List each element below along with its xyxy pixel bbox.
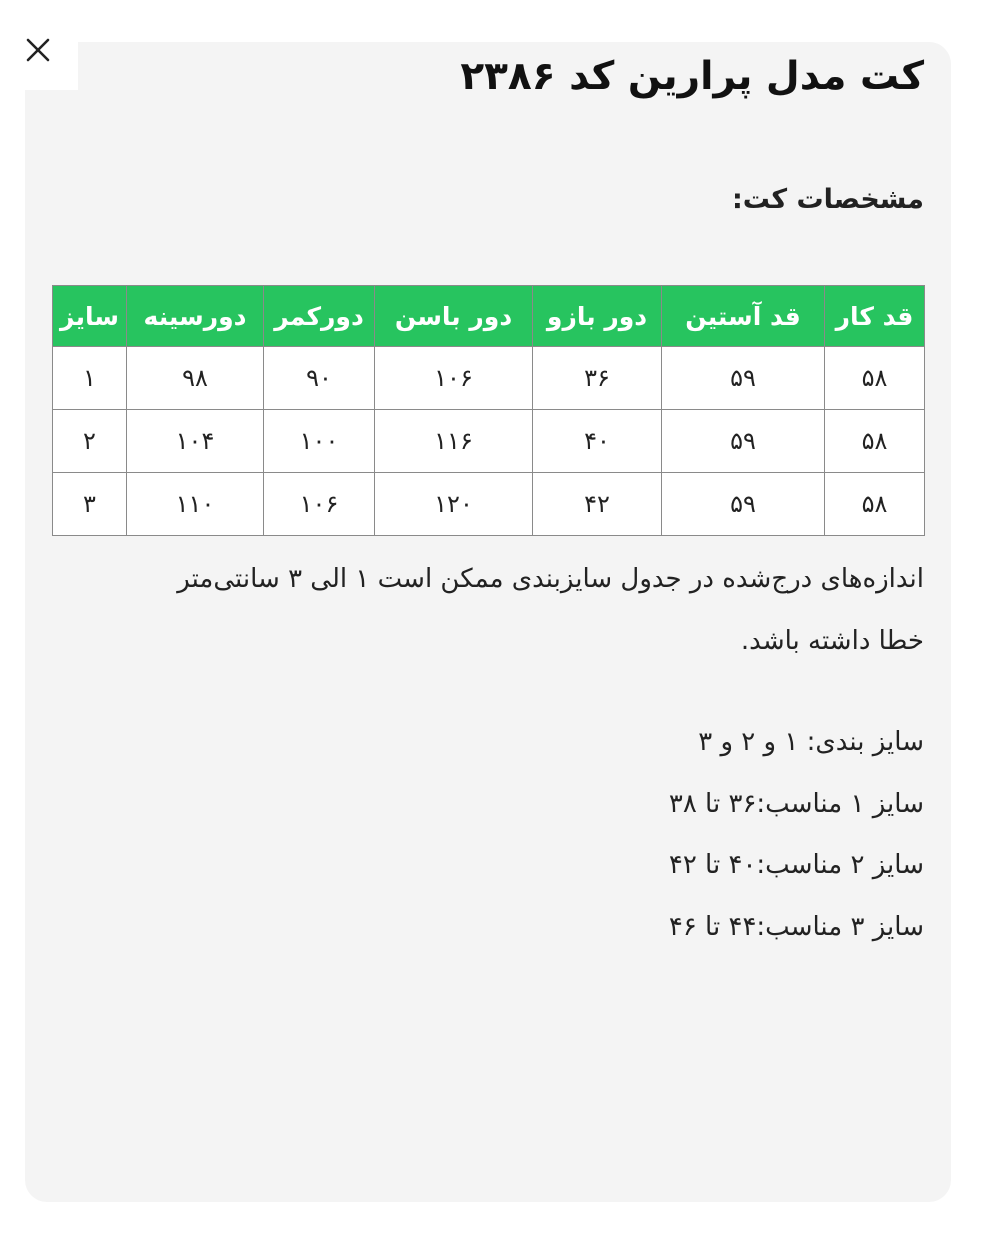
table-cell: ۱۲۰ [375,473,533,536]
table-cell: ۴۰ [533,410,662,473]
column-header-arm: دور بازو [533,286,662,347]
table-cell: ۹۸ [127,347,264,410]
column-header-sleeve: قد آستین [662,286,825,347]
table-cell: ۵۹ [662,473,825,536]
specs-heading: مشخصات کت: [731,184,924,215]
sizing-tolerance-note: اندازه‌های درج‌شده در جدول سایزبندی ممکن است ۱ الی ۳ سانتی‌متر خطا داشته باشد. [177,564,924,656]
table-row [53,347,925,410]
table-cell: ۳۶ [533,347,662,410]
table-cell: ۱۰۶ [264,473,375,536]
table-cell: ۹۰ [264,347,375,410]
table-cell: ۱۱۶ [375,410,533,473]
size-guide-list [669,712,924,958]
column-header-waist: دورکمر [264,286,375,347]
table-cell: ۱ [53,347,127,410]
table-cell: ۱۰۶ [375,347,533,410]
size-chart-table [52,285,925,536]
table-header-row [53,286,925,347]
list-item-size-2: سایز ۲ مناسب:۴۰ تا ۴۲ [668,850,924,880]
column-header-length: قد کار [825,286,925,347]
table-cell: ۵۸ [825,473,925,536]
list-item-size-3: سایز ۳ مناسب:۴۴ تا ۴۶ [668,911,924,942]
column-header-chest: دورسینه [127,286,264,347]
column-header-size: سایز [53,286,127,347]
table-cell: ۱۰۴ [127,410,264,473]
table-row [53,473,925,536]
table-cell: ۴۲ [533,473,662,536]
table-cell: ۵۹ [662,347,825,410]
table-cell: ۱۰۰ [264,410,375,473]
table-row [53,410,925,473]
close-button[interactable] [16,28,60,72]
table-cell: ۵۹ [662,410,825,473]
list-item-sizes: سایز بندی: ۱ و ۲ و ۳ [698,727,924,757]
table-cell: ۳ [53,473,127,536]
table-cell: ۱۱۰ [127,473,264,536]
close-tab [0,0,78,90]
close-icon[interactable] [25,37,51,63]
table-cell: ۵۸ [825,347,925,410]
table-cell: ۵۸ [825,410,925,473]
table-cell: ۲ [53,410,127,473]
column-header-hip: دور باسن [375,286,533,347]
list-item-size-1: سایز ۱ مناسب:۳۶ تا ۳۸ [668,788,924,819]
page-title: کت مدل پرارین کد ۲۳۸۶ [460,54,924,99]
